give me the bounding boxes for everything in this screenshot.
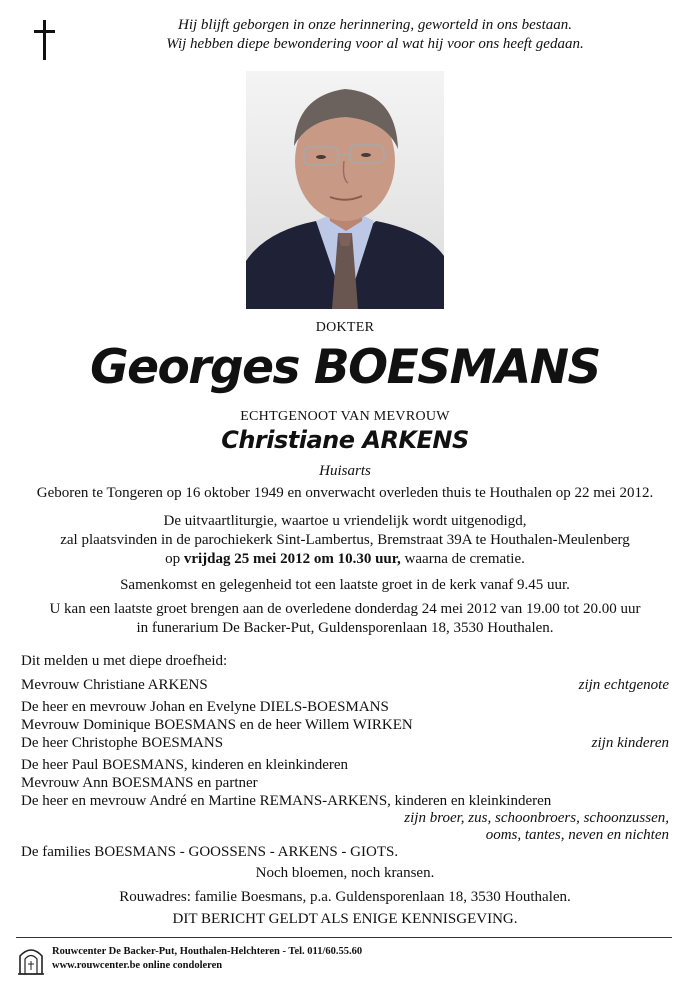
footer-divider	[16, 937, 672, 938]
funeral-home-logo-icon	[16, 944, 46, 976]
service-line-2: zal plaatsvinden in de parochiekerk Sint-Lambertus, Bremstraat 39A te Houthalen-Meulenberg	[60, 532, 630, 548]
gathering-line: Samenkomst en gelegenheid tot een laatste groet in de kerk vanaf 9.45 uur.	[120, 577, 570, 593]
mourner-wife: Mevrouw Christiane ARKENS	[21, 677, 208, 693]
mourners-intro: Dit melden u met diepe droefheid:	[21, 653, 228, 669]
memorial-quote-line-1: Hij blijft geborgen in onze herinnering, geworteld in ons bestaan.	[178, 17, 572, 33]
service-line-3-post: waarna de crematie.	[400, 551, 525, 567]
footer-website-link[interactable]: www.rouwcenter.be online condoleren	[52, 960, 223, 971]
list-item	[21, 676, 669, 695]
mourning-address: Rouwadres: familie Boesmans, p.a. Guldensporenlaan 18, 3530 Houthalen.	[119, 889, 571, 905]
siblings-role-line-2: ooms, tantes, neven en nichten	[485, 827, 669, 843]
footer-line-1: Rouwcenter De Backer-Put, Houthalen-Helchteren - Tel. 011/60.55.60	[52, 946, 363, 957]
deceased-title: DOKTER	[315, 320, 375, 335]
spouse-label: ECHTGENOOT VAN MEVROUW	[240, 409, 450, 424]
notice-line: DIT BERICHT GELDT ALS ENIGE KENNISGEVING.	[172, 911, 518, 927]
wife-role: zijn echtgenote	[578, 677, 669, 693]
siblings-role-line-1: zijn broer, zus, schoonbroers, schoonzussen,	[404, 810, 669, 826]
spouse-name: Christiane ARKENS	[221, 426, 469, 454]
visit-line-2: in funerarium De Backer-Put, Guldensporenlaan 18, 3530 Houthalen.	[136, 620, 554, 636]
mourner-child: De heer Christophe BOESMANS	[21, 735, 224, 751]
birth-death-line: Geboren te Tongeren op 16 oktober 1949 en onverwacht overleden thuis te Houthalen op 22 mei 2012.	[36, 485, 654, 501]
list-item: De heer Paul BOESMANS, kinderen en kleinkinderen	[21, 757, 349, 773]
service-date-time: vrijdag 25 mei 2012 om 10.30 uur,	[183, 551, 401, 567]
cross-icon	[30, 20, 60, 60]
children-role: zijn kinderen	[591, 735, 669, 751]
service-line-3-pre: op	[165, 551, 184, 567]
list-item: De heer en mevrouw André en Martine REMANS-ARKENS, kinderen en kleinkinderen	[21, 793, 552, 809]
list-item: De heer en mevrouw Johan en Evelyne DIELS-BOESMANS	[21, 699, 389, 715]
families-line: De families BOESMANS - GOOSSENS - ARKENS - GIOTS.	[21, 844, 399, 860]
list-item	[21, 734, 669, 753]
list-item: Mevrouw Ann BOESMANS en partner	[21, 775, 258, 791]
profession: Huisarts	[319, 463, 371, 479]
deceased-name: Georges BOESMANS	[90, 340, 600, 395]
flowers-line: Noch bloemen, noch kransen.	[255, 865, 435, 881]
service-line-1: De uitvaartliturgie, waartoe u vriendelijk wordt uitgenodigd,	[163, 513, 527, 529]
memorial-quote-line-2: Wij hebben diepe bewondering voor al wat hij voor ons heeft gedaan.	[166, 36, 584, 52]
visit-line-1: U kan een laatste groet brengen aan de overledene donderdag 24 mei 2012 van 19.00 tot 20.00 uur	[49, 601, 641, 617]
portrait-photo	[246, 71, 444, 309]
service-line-3	[0, 550, 690, 569]
list-item: Mevrouw Dominique BOESMANS en de heer Willem WIRKEN	[21, 717, 413, 733]
